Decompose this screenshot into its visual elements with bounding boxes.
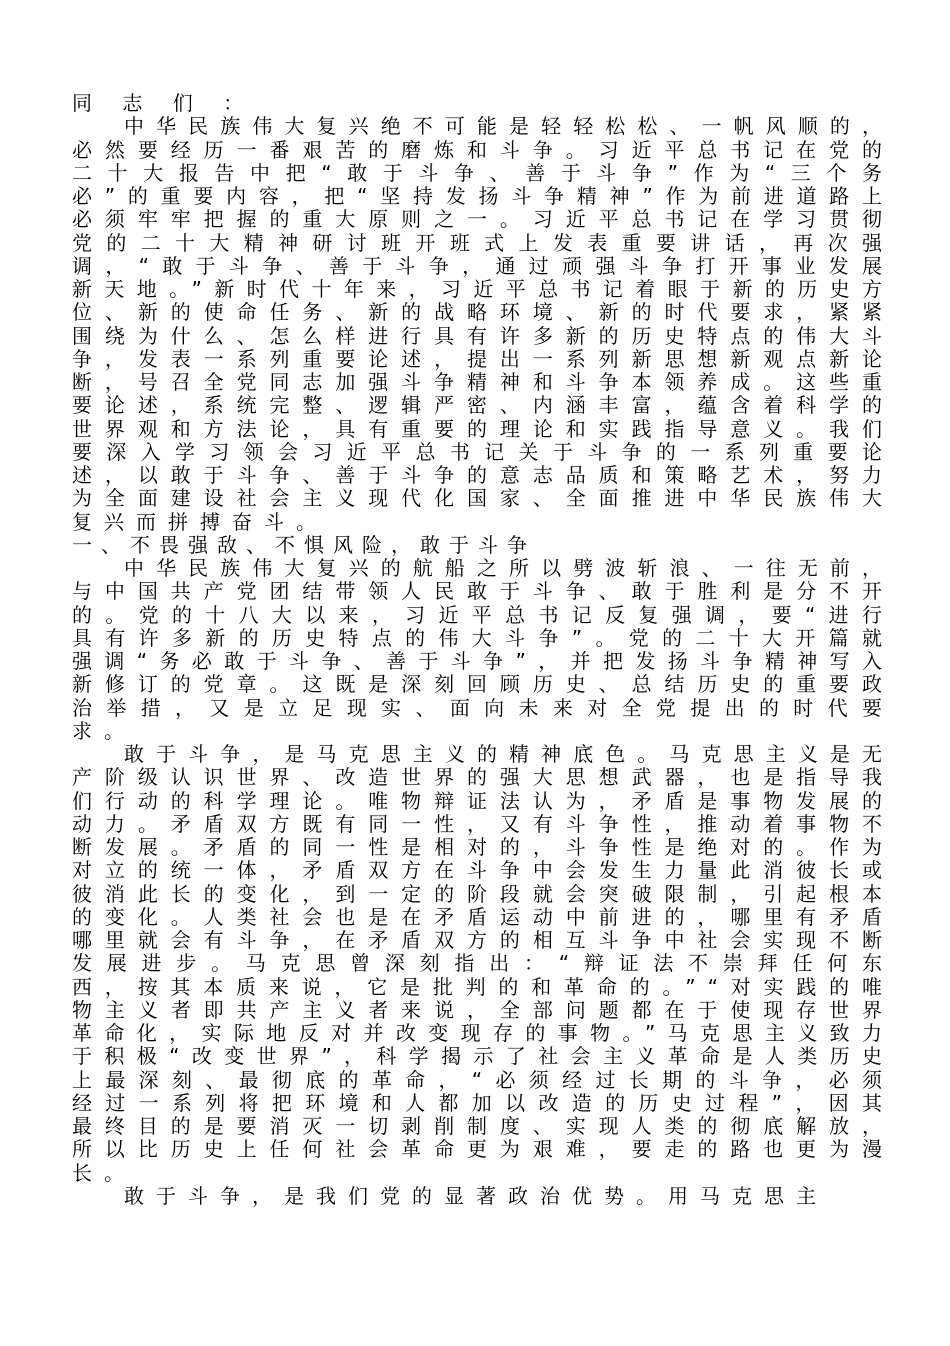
section-heading: 一、不畏强敌、不惧风险，敢于斗争 xyxy=(72,532,536,557)
intro-paragraph: 中华民族伟大复兴绝不可能是轻轻松松、一帆风顺的，必然要经历一番艰苦的磨炼和斗争。习近平总书记在党的二十大报告中把“敢于斗争、善于斗争”作为“三个务必”的重要内容，把“坚持发扬斗争精神”作为前进道路上必须牢牢把握的重大原则之一。习近平总书记在学习贯彻党的二十大精神研讨班开班式上发表重要讲话，再次强调，“敢于斗争、善于斗争，通过顽强斗争打开事业发展新天地。”新时代十年来，习近平总书记着眼于新的历史方位、新的使命任务、新的战略环境、新的时代要求，紧紧围绕为什么、怎么样进行具有许多新的历史特点的伟大斗争，发表一系列重要论述，提出一系列新思想新观点新论断，号召全党同志加强斗争精神和斗争本领养成。这些重要论述，系统完整、逻辑严密、内涵丰富，蕴含着科学的世界观和方法论，具有重要的理论和实践指导意义。我们要深入学习领会习近平总书记关于斗争的一系列重要论述，以敢于斗争、善于斗争的意志品质和策略艺术，努力为全面建设社会主义现代化国家、全面推进中华民族伟大复兴而拼搏奋斗。 xyxy=(72,114,894,534)
salutation: 同 志 们 ： xyxy=(72,91,256,115)
document-page xyxy=(72,92,894,1208)
body-paragraph: 中华民族伟大复兴的航船之所以劈波斩浪、一往无前，与中国共产党团结带领人民敢于斗争、敢于胜利是分不开的。党的十八大以来，习近平总书记反复强调，要“进行具有许多新的历史特点的伟大斗争”。党的二十大开篇就强调“务必敢于斗争、善于斗争”，并把发扬斗争精神写入新修订的党章。这既是深刻回顾历史、总结历史的重要政治举措，又是立足现实、面向未来对全党提出的时代要求。 xyxy=(72,556,894,743)
body-paragraph: 敢于斗争，是马克思主义的精神底色。马克思主义是无产阶级认识世界、改造世界的强大思想武器，也是指导我们行动的科学理论。唯物辩证法认为，矛盾是事物发展的动力。矛盾双方既有同一性，又有斗争性，推动着事物不断发展。矛盾的同一性是相对的，斗争性是绝对的。作为对立的统一体，矛盾双方在斗争中会发生力量此消彼长或彼消此长的变化，到一定的阶段就会突破限制，引起根本的变化。人类社会也是在矛盾运动中前进的，哪里有矛盾哪里就会有斗争，在矛盾双方的相互斗争中社会实现不断发展进步。马克思曾深刻指出：“辩证法不崇拜任何东西，按其本质来说，它是批判的和革命的。”“对实践的唯物主义者即共产主义者来说，全部问题都在于使现存世界革命化，实际地反对并改变现存的事物。”马克思主义致力于积极“改变世界”，科学揭示了社会主义革命是人类历史上最深刻、最彻底的革命，“必须经过长期的斗争，必须经过一系列将把环境和人都加以改造的历史过程”，因其最终目的是要消灭一切剥削制度、实现人类的彻底解放，所以比历史上任何社会革命更为艰难，要走的路也更为漫长。 xyxy=(72,742,894,1185)
body-paragraph: 敢于斗争，是我们党的显著政治优势。用马克思主 xyxy=(124,1183,828,1208)
